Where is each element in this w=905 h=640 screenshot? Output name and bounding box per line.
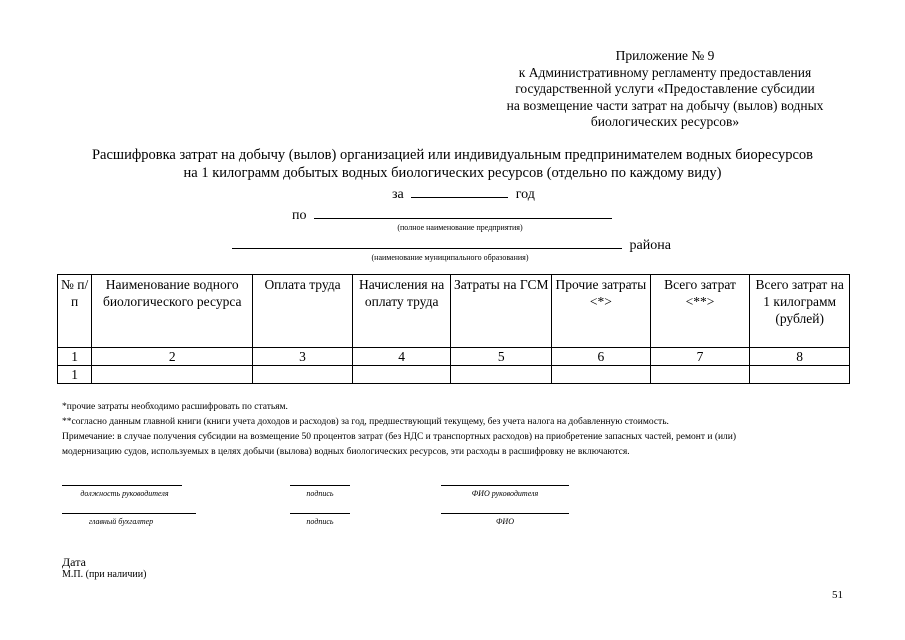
table-cell: 1 bbox=[58, 366, 92, 384]
appendix-line: государственной услуги «Предоставление субсидии bbox=[515, 81, 815, 96]
district-caption: (наименование муниципального образования) bbox=[371, 253, 529, 262]
appendix-line: к Административному регламенту предоставления bbox=[518, 64, 812, 80]
organization-blank[interactable] bbox=[314, 206, 612, 219]
table-header-row bbox=[58, 275, 850, 348]
organization-field bbox=[292, 206, 612, 224]
header-cell: Затраты на ГСМ bbox=[451, 275, 552, 348]
costs-table bbox=[57, 274, 850, 384]
header-cell: Всего затрат на 1 килограмм (рублей) bbox=[750, 275, 850, 348]
title-line-2: на 1 килограмм добытых водных биологических ресурсов (отдельно по каждому виду) bbox=[183, 165, 722, 181]
header-cell: Оплата труда bbox=[253, 275, 353, 348]
manager-name-caption: ФИО руководителя bbox=[471, 489, 539, 498]
accountant-signature-line[interactable] bbox=[62, 513, 196, 514]
column-number: 2 bbox=[92, 348, 253, 366]
district-field bbox=[232, 236, 671, 254]
column-number: 6 bbox=[552, 348, 651, 366]
date-label: Дата bbox=[62, 555, 86, 569]
signature-caption: подпись bbox=[306, 517, 334, 526]
table-cell[interactable] bbox=[352, 366, 451, 384]
district-suffix: района bbox=[629, 238, 671, 253]
table-cell[interactable] bbox=[253, 366, 353, 384]
signature-line[interactable] bbox=[290, 485, 350, 486]
column-number: 7 bbox=[650, 348, 750, 366]
appendix-line: биологических ресурсов» bbox=[590, 114, 740, 129]
header-cell: Начисления на оплату труда bbox=[352, 275, 451, 348]
accountant-caption: главный бухгалтер bbox=[88, 517, 154, 526]
header-cell: № п/п bbox=[58, 275, 92, 348]
table-row bbox=[58, 366, 850, 384]
year-prefix: за bbox=[392, 187, 404, 202]
org-prefix: по bbox=[292, 208, 307, 223]
column-number-row bbox=[58, 348, 850, 366]
table-cell[interactable] bbox=[750, 366, 850, 384]
table-cell[interactable] bbox=[92, 366, 253, 384]
title-line-1: Расшифровка затрат на добычу (вылов) организацией или индивидуальным предпринимателем водных биоресурсов bbox=[91, 147, 814, 163]
year-suffix: год bbox=[515, 187, 535, 202]
year-field bbox=[392, 185, 535, 203]
column-number: 1 bbox=[58, 348, 92, 366]
signature-caption: подпись bbox=[306, 489, 334, 498]
appendix-line: на возмещение части затрат на добычу (вылов) водных bbox=[506, 97, 824, 113]
appendix-line: Приложение № 9 bbox=[615, 48, 715, 63]
page-number: 51 bbox=[832, 589, 843, 601]
position-signature-line[interactable] bbox=[62, 485, 182, 486]
signature-line[interactable] bbox=[290, 513, 350, 514]
note-remark-line-2: модернизацию судов, используемых в целях добычи (вылова) водных биологических ресурсов, эти расходы в расшифровку не включаются. bbox=[62, 447, 630, 457]
year-blank[interactable] bbox=[411, 185, 508, 198]
table-cell[interactable] bbox=[451, 366, 552, 384]
accountant-name-line[interactable] bbox=[441, 513, 569, 514]
column-number: 4 bbox=[352, 348, 451, 366]
column-number: 3 bbox=[253, 348, 353, 366]
stamp-label: М.П. (при наличии) bbox=[62, 569, 147, 580]
column-number: 8 bbox=[750, 348, 850, 366]
manager-name-line[interactable] bbox=[441, 485, 569, 486]
column-number: 5 bbox=[451, 348, 552, 366]
table-cell[interactable] bbox=[650, 366, 750, 384]
district-blank[interactable] bbox=[232, 236, 622, 249]
note-other-costs: *прочие затраты необходимо расшифровать по статьям. bbox=[62, 402, 288, 412]
notes-section bbox=[62, 400, 862, 460]
note-ledger: **согласно данным главной книги (книги учета доходов и расходов) за год, предшествующий текущему, без учета налога на добавленную стоимость. bbox=[62, 417, 669, 427]
header-cell: Всего затрат <**> bbox=[650, 275, 750, 348]
organization-caption: (полное наименование предприятия) bbox=[397, 223, 523, 232]
header-cell: Прочие затраты <*> bbox=[552, 275, 651, 348]
appendix-header bbox=[470, 48, 860, 131]
header-cell: Наименование водного биологического ресурса bbox=[92, 275, 253, 348]
position-caption: должность руководителя bbox=[80, 489, 169, 498]
accountant-name-caption: ФИО bbox=[496, 517, 514, 526]
table-cell[interactable] bbox=[552, 366, 651, 384]
note-remark-line-1: Примечание: в случае получения субсидии на возмещение 50 процентов затрат (без НДС и транспортных расходов) на приобретение запасных частей, ремонт и (или) bbox=[62, 432, 737, 442]
document-title bbox=[40, 146, 865, 182]
